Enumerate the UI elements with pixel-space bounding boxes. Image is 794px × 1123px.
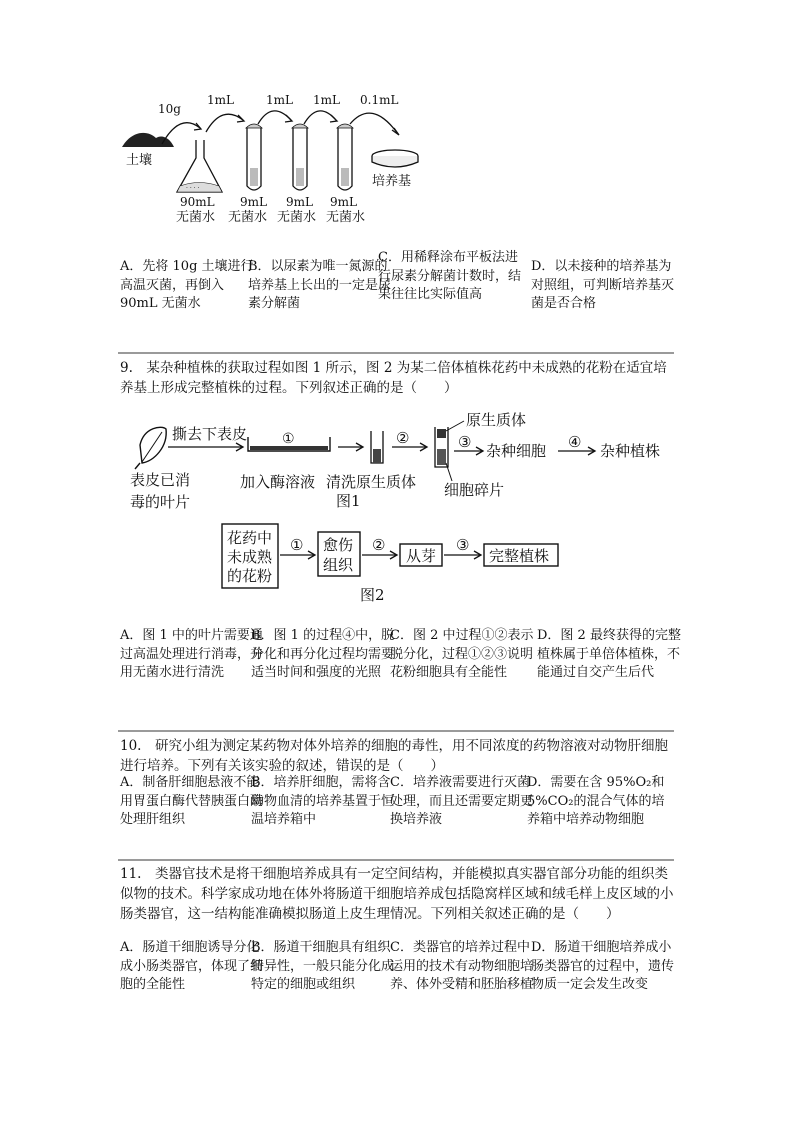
fig2-circle-1: ①	[290, 536, 304, 554]
fig1-circle-3: ③	[458, 433, 472, 451]
q10-option-c[interactable]: C．培养液需要进行灭菌处理，而且还需要定期更换培养液	[390, 775, 534, 827]
q9-option-c[interactable]: C．图 2 中过程①②表示脱分化，过程①②③说明花粉细胞具有全能性	[390, 628, 534, 680]
q9-option-a[interactable]: A．图 1 中的叶片需要通过高温处理进行消毒，并用无菌水进行清洗	[120, 628, 264, 680]
shoot-label: 从芽	[406, 547, 437, 565]
q9-stem: 9. 某杂种植株的获取过程如图 1 所示，图 2 为某二倍体植株花药中未成熟的花粉在适宜培养基上形成完整植株的过程。下列叙述正确的是（ ）	[120, 360, 667, 396]
tube-3-volume: 9mL	[330, 195, 357, 209]
wash-label: 清洗原生质体	[326, 473, 417, 491]
q11-stem: 11. 类器官技术是将干细胞培养成具有一定空间结构，并能模拟真实器官部分功能的组织类似物的技术。科学家成功地在体外将肠道干细胞培养成包括隐窝样区域和绒毛样上皮区域的小肠类器官，这一结构能准确模拟肠道上皮生理情况。下列相关叙述正确的是（ ）	[120, 866, 674, 922]
soil-pile	[122, 133, 174, 147]
fig2-caption: 图2	[360, 586, 385, 604]
q10-stem: 10. 研究小组为测定某药物对体外培养的细胞的毒性，用不同浓度的药物溶液对动物肝细胞进行培养。下列有关该实验的叙述，错误的是（ ）	[120, 738, 668, 774]
protoplast-tube	[435, 427, 448, 467]
dilution-diagram	[110, 90, 430, 230]
q10-option-a[interactable]: A．制备肝细胞悬液不能用胃蛋白酶代替胰蛋白酶处理肝组织	[120, 775, 264, 827]
tube-1-water: 无菌水	[228, 210, 268, 225]
transfer-1-label: 1mL	[207, 93, 234, 107]
q9-option-d[interactable]: D．图 2 最终获得的完整植株属于单倍体植株，不能通过自交产生后代	[537, 628, 681, 680]
soil-label: 土壤	[126, 153, 153, 168]
q9-option-b[interactable]: B．图 1 的过程④中，脱分化和再分化过程均需要适当时间和强度的光照	[251, 628, 395, 680]
pollen-line-2: 未成熟	[227, 548, 273, 566]
separator-q10	[118, 730, 674, 732]
debris-label: 细胞碎片	[444, 481, 505, 499]
hybrid-plant-label: 杂种植株	[600, 442, 661, 460]
pollen-line-3: 的花粉	[227, 567, 273, 585]
tube-1-volume: 9mL	[240, 195, 267, 209]
leaf-label-1: 表皮已消	[130, 471, 191, 489]
plant-label: 完整植株	[489, 547, 550, 565]
q11-option-d[interactable]: D．肠道干细胞培养成小肠类器官的过程中，遗传物质一定会发生改变	[531, 940, 675, 992]
q11-option-c[interactable]: C．类器官的培养过程中运用的技术有动物细胞培养、体外受精和胚胎移植	[390, 940, 534, 992]
flask-volume-label: 90mL	[180, 195, 215, 209]
enzyme-label: 加入酶溶液	[240, 473, 316, 491]
leaf-label-2: 毒的叶片	[130, 493, 191, 511]
separator-q11	[118, 859, 674, 861]
q11-option-a[interactable]: A．肠道干细胞诱导分化成小肠类器官，体现了细胞的全能性	[120, 940, 264, 992]
flask-water-label: 无菌水	[176, 210, 216, 225]
leaf-icon	[135, 427, 166, 469]
q10-option-b[interactable]: B．培养肝细胞，需将含动物血清的培养基置于恒温培养箱中	[251, 775, 395, 827]
separator-q9	[118, 352, 674, 354]
test-tube-3	[337, 124, 353, 190]
amount-10g-label: 10g	[158, 102, 181, 116]
transfer-3-label: 1mL	[313, 93, 340, 107]
figure-1-diagram	[130, 405, 690, 515]
svg-text:· · · ·: · · · ·	[186, 185, 200, 192]
transfer-4-label: 0.1mL	[360, 93, 399, 107]
petri-dish	[372, 150, 418, 167]
test-tube-2	[292, 124, 308, 190]
fig1-caption: 图1	[336, 492, 361, 510]
tube-2-volume: 9mL	[286, 195, 313, 209]
fig1-circle-2: ②	[396, 429, 410, 447]
fig2-circle-3: ③	[456, 536, 470, 554]
callus-line-1: 愈伤	[323, 536, 354, 554]
tube-3-water: 无菌水	[326, 210, 366, 225]
centrifuge-tube	[371, 431, 383, 463]
protoplast-label: 原生质体	[466, 411, 527, 429]
fig2-circle-2: ②	[372, 536, 386, 554]
q8-option-c[interactable]: C．用稀释涂布平板法进行尿素分解菌计数时，结果往往比实际值高	[378, 250, 522, 302]
figure-2-diagram	[218, 520, 568, 610]
test-tube-1	[246, 124, 262, 190]
hybrid-cell-label: 杂种细胞	[486, 442, 547, 460]
svg-text:①: ①	[282, 431, 295, 447]
transfer-2-label: 1mL	[266, 93, 293, 107]
q8-option-b[interactable]: B．以尿素为唯一氮源的培养基上长出的一定是尿素分解菌	[248, 259, 392, 311]
q11-option-b[interactable]: B．肠道干细胞具有组织特异性，一般只能分化成特定的细胞或组织	[251, 940, 395, 992]
callus-line-2: 组织	[323, 556, 354, 574]
q10-option-d[interactable]: D．需要在含 95%O₂和 5%CO₂的混合气体的培养箱中培养动物细胞	[527, 775, 665, 827]
q8-option-a[interactable]: A．先将 10g 土壤进行高温灭菌，再倒入 90mL 无菌水	[120, 259, 254, 311]
pollen-line-1: 花药中	[227, 529, 273, 547]
dish-label: 培养基	[372, 174, 412, 189]
fig1-circle-4: ④	[568, 433, 582, 451]
tube-2-water: 无菌水	[277, 210, 317, 225]
enzyme-dish	[248, 431, 330, 451]
q8-option-d[interactable]: D．以未接种的培养基为对照组，可判断培养基灭菌是否合格	[531, 259, 675, 311]
step-peel-label: 撕去下表皮	[172, 425, 248, 443]
